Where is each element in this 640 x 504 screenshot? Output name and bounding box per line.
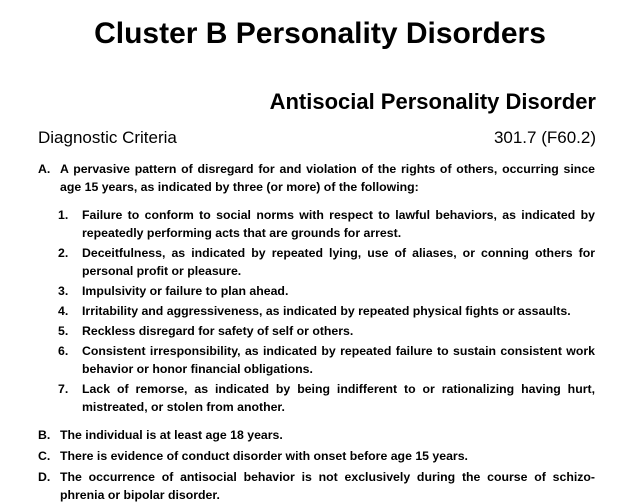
item-text: Consistent irresponsibility, as indicated by repeated failure to sustain consistent work behavior or honor financial obligations. — [82, 344, 595, 376]
diagnostic-criteria-label: Diagnostic Criteria — [38, 128, 177, 147]
criterion-c — [38, 447, 595, 465]
criterion-a-item-1 — [38, 206, 595, 242]
item-number: 5. — [58, 324, 69, 338]
item-text: Irritability and aggressiveness, as indicated by repeated physical fights or assaults. — [82, 304, 571, 318]
criterion-c-marker: C. — [38, 449, 51, 463]
criterion-b-text: The individual is at least age 18 years. — [60, 428, 283, 442]
criterion-b — [38, 426, 595, 444]
criterion-d-text: The occurrence of antisocial behavior is not exclusively during the course of schizo-phrenia or bipolar disorder. — [60, 470, 595, 502]
criterion-c-text: There is evidence of conduct disorder with onset before age 15 years. — [60, 449, 468, 463]
criterion-a-item-3 — [38, 282, 595, 300]
item-text: Deceitfulness, as indicated by repeated lying, use of aliases, or conning others for personal profit or pleasure. — [82, 246, 595, 278]
criterion-a-item-5 — [38, 322, 595, 340]
criterion-d — [38, 468, 595, 504]
item-number: 1. — [58, 208, 69, 222]
item-number: 7. — [58, 382, 69, 396]
item-number: 4. — [58, 304, 69, 318]
criterion-b-marker: B. — [38, 428, 51, 442]
item-text: Lack of remorse, as indicated by being indifferent to or rationalizing having hurt, mistreated, or stolen from another. — [82, 382, 595, 414]
criterion-a-item-7 — [38, 380, 595, 416]
disorder-subtitle: Antisocial Personality Disorder — [269, 89, 596, 114]
criterion-a-sublist — [38, 206, 595, 416]
item-text: Failure to conform to social norms with respect to lawful behaviors, as indicated by repeatedly performing acts that are grounds for arrest. — [82, 208, 595, 240]
criterion-a-text: A pervasive pattern of disregard for and violation of the rights of others, occurring since age 15 years, as indicated by three (or more) of the following: — [60, 162, 595, 194]
item-number: 2. — [58, 246, 69, 260]
criterion-a-item-2 — [38, 244, 595, 280]
criterion-d-marker: D. — [38, 470, 51, 484]
criterion-a-item-6 — [38, 342, 595, 378]
item-number: 3. — [58, 284, 69, 298]
criterion-a — [38, 160, 595, 196]
criterion-a-marker: A. — [38, 162, 51, 176]
criteria-list — [38, 160, 595, 504]
page-title: Cluster B Personality Disorders — [94, 17, 546, 50]
item-text: Reckless disregard for safety of self or others. — [82, 324, 354, 338]
item-number: 6. — [58, 344, 69, 358]
criterion-a-item-4 — [38, 302, 595, 320]
item-text: Impulsivity or failure to plan ahead. — [82, 284, 289, 298]
diagnostic-code: 301.7 (F60.2) — [493, 128, 596, 147]
